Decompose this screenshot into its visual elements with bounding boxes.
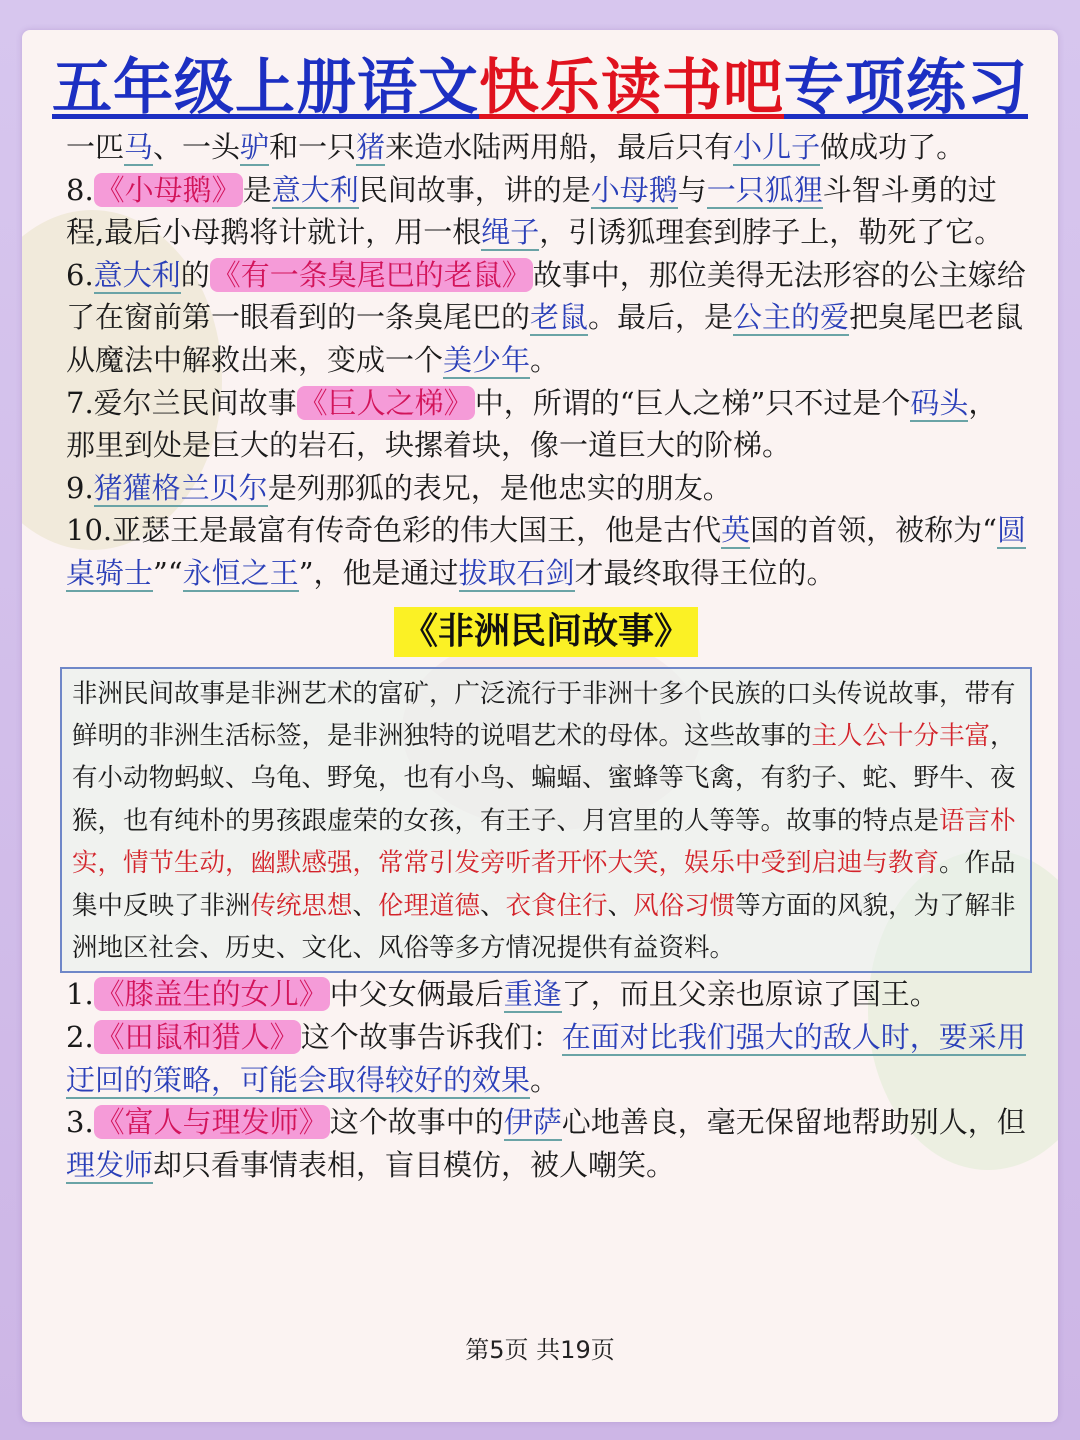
text-segment: 的 — [180, 257, 210, 292]
book-title: 《巨人之梯》 — [298, 385, 473, 420]
keyword: 美少年 — [443, 342, 531, 377]
list-item — [66, 973, 1026, 1016]
keyword: 意大利 — [93, 257, 181, 292]
page-number: 第5页 共19页 — [465, 1336, 615, 1364]
book-title: 《小母鹅》 — [95, 172, 241, 207]
keyword: 猪獾格兰贝尔 — [93, 470, 268, 505]
text-segment: ，那里到处是巨大的岩石，块摞着块，像一道巨大的阶梯。 — [66, 385, 998, 463]
text-segment: 来造水陆两用船，最后只有 — [385, 130, 734, 164]
keyword: 圆桌骑士 — [66, 513, 1026, 590]
text-segment: 心地善良，毫无保留地帮助别人，但 — [561, 1105, 1026, 1140]
text-segment: 民间故事，讲的是 — [358, 172, 591, 207]
document-content — [66, 126, 1026, 1186]
intro-box — [60, 667, 1032, 974]
text-segment: 。 — [530, 342, 560, 377]
highlight-text: 衣食住行 — [505, 890, 608, 921]
text-segment: 一匹 — [66, 130, 125, 164]
text-segment: 和一只 — [269, 130, 357, 164]
keyword: 一只狐狸 — [706, 172, 823, 207]
text-segment: ”，他是通过 — [298, 555, 459, 590]
keyword: 码头 — [910, 385, 969, 420]
text-segment: 故事中，那位美得无法形容的公主嫁给了在窗前第一眼看到的一条臭尾巴的 — [66, 257, 1026, 335]
text-segment: 、 — [607, 890, 634, 921]
title-part-practice: 专项练习 — [784, 53, 1028, 123]
title-part-reading: 快乐读书吧 — [479, 53, 784, 123]
highlight-text: 伦理道德 — [378, 890, 481, 921]
text-segment: 把臭尾巴老鼠从魔法中解救出来，变成一个 — [66, 300, 1024, 377]
list-item — [66, 1101, 1026, 1186]
text-segment: 2. — [66, 1019, 94, 1054]
text-segment: 中，所谓的“巨人之梯”只不过是个 — [474, 385, 911, 420]
text-segment: 、 — [480, 890, 506, 921]
list-item — [66, 467, 1026, 510]
highlight-text: 传统思想 — [250, 890, 353, 921]
list-item — [66, 382, 1026, 467]
text-segment: 非洲民间故事是非洲艺术的富矿，广泛流行于非洲十多个民族的口头传说故事，带有鲜明的非洲生活标签，是非洲独特的说唱艺术的母体。这些故事的 — [72, 678, 1016, 751]
text-segment: 国的首领，被称为“ — [750, 513, 997, 548]
text-segment: 却只看事情表相，盲目模仿，被人嘲笑。 — [153, 1147, 676, 1182]
list-item — [66, 254, 1026, 382]
title-part-grade: 五年级上册语文 — [52, 53, 479, 123]
keyword: 猪 — [356, 130, 386, 164]
text-segment: 。最后，是 — [588, 300, 734, 335]
keyword: 英 — [721, 513, 751, 548]
text-segment: 。 — [530, 1062, 560, 1097]
text-segment: 是 — [242, 172, 272, 207]
text-segment: 了，而且父亲也原谅了国王。 — [561, 977, 939, 1012]
keyword: 小母鹅 — [590, 172, 678, 207]
keyword: 老鼠 — [530, 300, 589, 335]
keyword: 在面对比我们强大的敌人时，要采用迂回的策略，可能会取得较好的效果 — [66, 1019, 1026, 1097]
text-segment: 等方面的风貌，为了解非洲地区社会、历史、文化、风俗等多方情况提供有益资料。 — [72, 890, 1016, 963]
list-item — [66, 126, 1026, 169]
highlight-text: 语言朴实，情节生动，幽默感强，常常引发旁听者开怀大笑，娱乐中受到启迪与教育 — [72, 805, 1016, 879]
highlight-text: 主人公十分丰富 — [811, 720, 991, 751]
text-segment: 、 — [352, 890, 379, 921]
list-item — [66, 1016, 1026, 1101]
text-segment: 做成功了。 — [820, 130, 966, 164]
text-segment: 、一头 — [153, 130, 241, 164]
text-segment: 1. — [66, 977, 94, 1012]
keyword: 永恒之王 — [182, 555, 299, 590]
section-header — [66, 607, 1026, 657]
list-item — [66, 169, 1026, 254]
text-segment: 7.爱尔兰民间故事 — [66, 385, 297, 420]
keyword: 小儿子 — [733, 130, 821, 164]
keyword: 重逢 — [503, 977, 562, 1012]
keyword: 马 — [124, 130, 154, 164]
text-segment: ”“ — [153, 555, 183, 590]
bottom-items-list — [66, 973, 1026, 1186]
keyword: 伊萨 — [503, 1105, 562, 1140]
text-segment: ，引诱狐理套到脖子上，勒死了它。 — [539, 215, 1004, 250]
keyword: 意大利 — [271, 172, 359, 207]
book-title: 《田鼠和猎人》 — [95, 1019, 299, 1054]
keyword: 拔取石剑 — [458, 555, 575, 590]
text-segment: 中父女俩最后 — [329, 977, 504, 1012]
page-title — [22, 52, 1058, 124]
text-segment: 6. — [66, 257, 94, 292]
text-segment: 8. — [66, 172, 94, 207]
text-segment: 是列那狐的表兄，是他忠实的朋友。 — [267, 470, 732, 505]
text-segment: 才最终取得王位的。 — [574, 555, 836, 590]
keyword: 绳子 — [481, 215, 540, 250]
text-segment: 这个故事告诉我们： — [300, 1019, 562, 1054]
section-title: 《非洲民间故事》 — [394, 607, 698, 657]
book-title: 《富人与理发师》 — [95, 1105, 328, 1140]
text-segment: 10.亚瑟王是最富有传奇色彩的伟大国王，他是古代 — [66, 513, 722, 548]
book-title: 《膝盖生的女儿》 — [95, 977, 328, 1012]
highlight-text: 风俗习惯 — [633, 890, 736, 921]
document-page — [22, 30, 1058, 1422]
book-title: 《有一条臭尾巴的老鼠》 — [211, 257, 531, 292]
text-segment: 9. — [66, 470, 94, 505]
text-segment: 3. — [66, 1105, 94, 1140]
top-items-list — [66, 126, 1026, 595]
text-segment: ，有小动物蚂蚁、乌龟、野兔，也有小鸟、蝙蝠、蜜蜂等飞禽，有豹子、蛇、野牛、夜猴，也有纯朴的男孩跟虚荣的女孩，有王子、月宫里的人等等。故事的特点是 — [72, 720, 1016, 836]
keyword: 驴 — [240, 130, 270, 164]
text-segment: 与 — [677, 172, 707, 207]
text-segment: 这个故事中的 — [329, 1105, 504, 1140]
text-segment: 斗智斗勇的过程,最后小母鹅将计就计，用一根 — [66, 172, 997, 250]
keyword: 公主的爱 — [733, 300, 850, 335]
list-item — [66, 509, 1026, 594]
text-segment: 。作品集中反映了非洲 — [72, 848, 1016, 921]
keyword: 理发师 — [66, 1147, 154, 1182]
